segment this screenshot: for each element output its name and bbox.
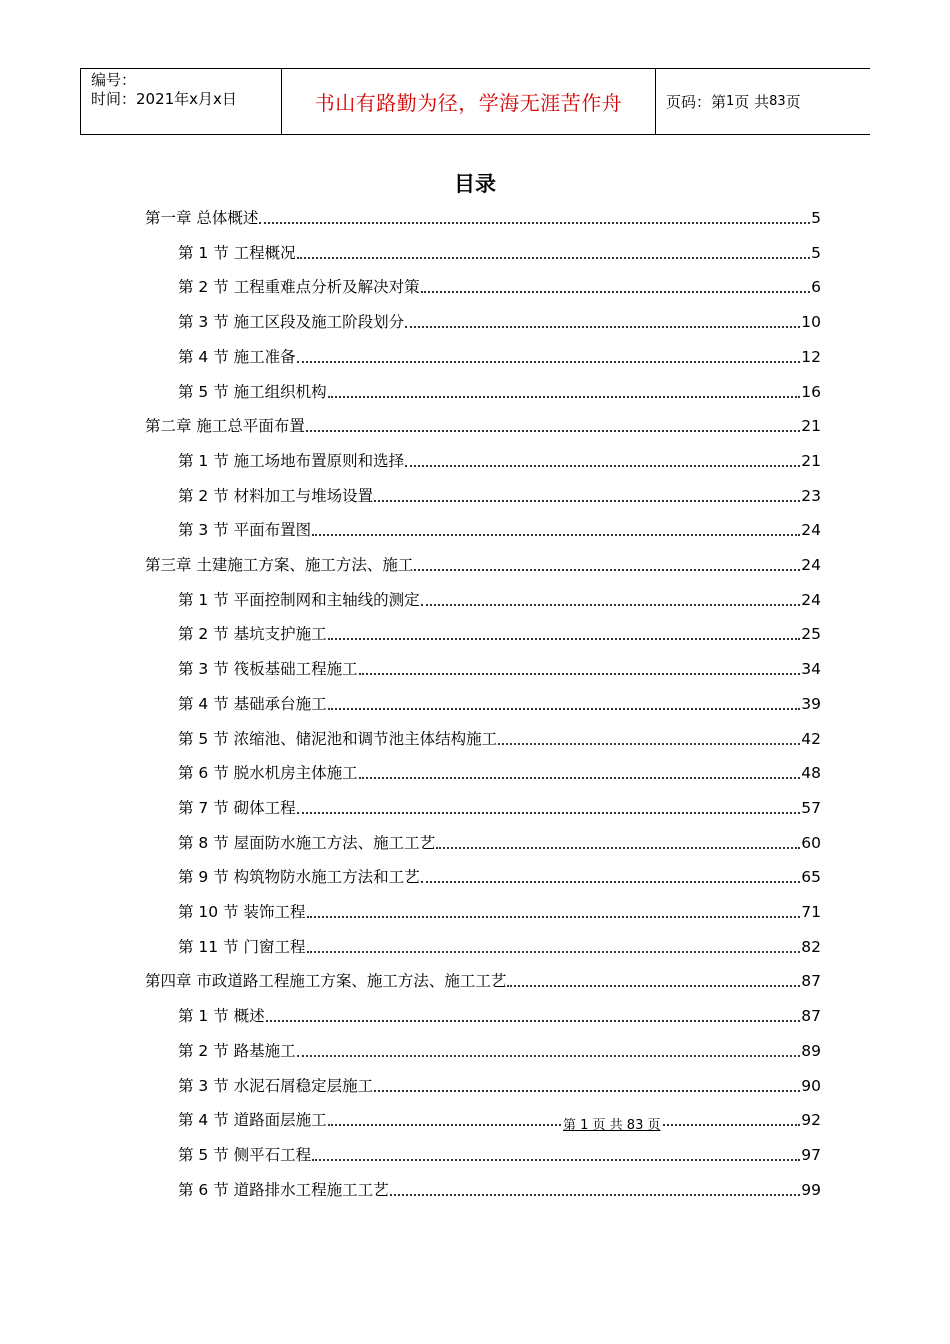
toc-dot-leader (328, 620, 801, 648)
toc-entry-label: 第 4 节 施工准备 (178, 347, 296, 366)
toc-section-entry[interactable] (178, 378, 821, 406)
toc-section-entry[interactable] (178, 1037, 821, 1065)
toc-page-number: 10 (801, 313, 821, 332)
page-prefix: 页码：第 (666, 93, 727, 111)
toc-page-number: 90 (801, 1076, 821, 1095)
toc-page-number: 5 (811, 243, 821, 262)
toc-dot-leader (306, 412, 800, 440)
toc-dot-leader (266, 1002, 801, 1030)
toc-page-number: 24 (801, 521, 821, 540)
serial-number-label: 编号： (91, 71, 137, 89)
footer-page-number: 第 1 页 共 83 页 (562, 1114, 661, 1133)
toc-page-number: 5 (811, 209, 821, 227)
page-total: 83 (769, 94, 786, 109)
toc-section-entry[interactable] (178, 447, 821, 475)
toc-dot-leader (259, 204, 810, 232)
toc-dot-leader (359, 759, 801, 787)
toc-entry-label: 第 6 节 脱水机房主体施工 (178, 764, 358, 783)
toc-page-number: 12 (801, 347, 821, 366)
toc-section-entry[interactable] (178, 759, 821, 787)
toc-page-number: 65 (801, 868, 821, 887)
toc-dot-leader (498, 725, 800, 753)
toc-page-number: 21 (801, 451, 821, 470)
toc-page-number: 82 (801, 937, 821, 956)
date-label: 时间：2021年x月x日 (91, 90, 237, 108)
toc-page-number: 42 (801, 729, 821, 748)
toc-section-entry[interactable] (178, 898, 821, 926)
toc-dot-leader (421, 586, 801, 614)
toc-page-number: 48 (801, 764, 821, 783)
toc-dot-leader (297, 239, 810, 267)
toc-page-number: 39 (801, 694, 821, 713)
toc-section-entry[interactable] (178, 516, 821, 544)
toc-section-entry[interactable] (178, 586, 821, 614)
toc-page-number: 87 (801, 972, 821, 991)
toc-entry-label: 第三章 土建施工方案、施工方法、施工 (145, 556, 414, 574)
toc-dot-leader (312, 516, 800, 544)
toc-dot-leader (374, 482, 800, 510)
toc-section-entry[interactable] (178, 690, 821, 718)
toc-section-entry[interactable] (178, 863, 821, 891)
motto-text: 书山有路勤为径，学海无涯苦作舟 (314, 91, 623, 115)
toc-entry-label: 第 5 节 施工组织机构 (178, 382, 327, 401)
toc-section-entry[interactable] (178, 482, 821, 510)
toc-page-number: 57 (801, 798, 821, 817)
toc-dot-leader (297, 794, 801, 822)
toc-section-entry[interactable] (178, 655, 821, 683)
toc-section-entry[interactable] (178, 1072, 821, 1100)
toc-dot-leader (328, 690, 801, 718)
toc-entry-label: 第 3 节 施工区段及施工阶段划分 (178, 313, 405, 332)
toc-dot-leader (421, 273, 810, 301)
toc-entry-label: 第 1 节 平面控制网和主轴线的测定 (178, 590, 420, 609)
toc-entry-label: 第 10 节 装饰工程 (178, 903, 306, 921)
toc-entry-label: 第 7 节 砌体工程 (178, 798, 296, 817)
toc-page-number: 92 (801, 1111, 821, 1130)
toc-page-number: 25 (801, 625, 821, 644)
toc-dot-leader (374, 1072, 800, 1100)
toc-section-entry[interactable] (178, 1002, 821, 1030)
toc-page-number: 23 (801, 486, 821, 505)
toc-entry-label: 第 6 节 道路排水工程施工工艺 (178, 1180, 389, 1199)
toc-section-entry[interactable] (178, 725, 821, 753)
toc-section-entry[interactable] (178, 308, 821, 336)
toc-dot-leader (405, 308, 800, 336)
toc-section-entry[interactable] (178, 829, 821, 857)
header-table (80, 68, 870, 135)
toc-chapter-entry[interactable] (145, 967, 821, 995)
motto-cell (282, 69, 656, 134)
toc-page-number: 60 (801, 833, 821, 852)
toc-section-entry[interactable] (178, 1141, 821, 1169)
toc-page-number: 6 (811, 278, 821, 297)
toc-entry-label: 第二章 施工总平面布置 (145, 417, 305, 436)
toc-entry-label: 第 3 节 水泥石屑稳定层施工 (178, 1076, 374, 1095)
toc-section-entry[interactable] (178, 273, 821, 301)
toc-entry-label: 第 2 节 路基施工 (178, 1041, 296, 1060)
toc-entry-label: 第 3 节 平面布置图 (178, 521, 312, 540)
toc-chapter-entry[interactable] (145, 412, 821, 440)
toc-section-entry[interactable] (178, 1106, 821, 1134)
toc-page-number: 97 (801, 1145, 821, 1164)
toc-section-entry[interactable] (178, 239, 821, 267)
toc-section-entry[interactable] (178, 343, 821, 371)
toc-dot-leader (390, 1176, 801, 1204)
toc-entry-label: 第 1 节 施工场地布置原则和选择 (178, 451, 405, 470)
toc-dot-leader (297, 343, 801, 371)
toc-dot-leader (307, 933, 801, 961)
toc-entry-label: 第 3 节 筏板基础工程施工 (178, 660, 358, 679)
toc-dot-leader (307, 898, 801, 926)
toc-entry-label: 第四章 市政道路工程施工方案、施工方法、施工工艺 (145, 972, 507, 991)
toc-page-number: 87 (801, 1007, 821, 1026)
toc-entry-label: 第 5 节 浓缩池、储泥池和调节池主体结构施工 (178, 729, 498, 748)
toc-page-number: 89 (801, 1041, 821, 1060)
toc-section-entry[interactable] (178, 620, 821, 648)
toc-chapter-entry[interactable] (145, 204, 821, 232)
toc-page-number: 34 (801, 660, 821, 679)
toc-dot-leader (297, 1037, 801, 1065)
toc-page-number: 99 (801, 1180, 821, 1199)
toc-entry-label: 第 8 节 屋面防水施工方法、施工工艺 (178, 833, 436, 852)
toc-entry-label: 第 2 节 基坑支护施工 (178, 625, 327, 644)
toc-dot-leader (312, 1141, 800, 1169)
toc-page-number: 16 (801, 382, 821, 401)
toc-section-entry[interactable] (178, 794, 821, 822)
toc-page-number: 71 (801, 903, 821, 921)
toc-page-number: 24 (801, 556, 821, 574)
toc-section-entry[interactable] (178, 933, 821, 961)
toc-dot-leader (405, 447, 800, 475)
toc-entry-label: 第一章 总体概述 (145, 209, 259, 227)
toc-dot-leader (328, 378, 801, 406)
toc-section-entry[interactable] (178, 1176, 821, 1204)
toc-dot-leader (359, 655, 801, 683)
toc-chapter-entry[interactable] (145, 551, 821, 579)
toc-entry-label: 第 9 节 构筑物防水施工方法和工艺 (178, 868, 420, 887)
page-info-cell (656, 69, 870, 134)
toc-entry-label: 第 2 节 工程重难点分析及解决对策 (178, 278, 420, 297)
toc-page-number: 21 (801, 417, 821, 436)
toc-entry-label: 第 4 节 基础承台施工 (178, 694, 327, 713)
toc-entry-label: 第 5 节 侧平石工程 (178, 1145, 312, 1164)
toc-entry-label: 第 1 节 概述 (178, 1007, 265, 1026)
page-suffix: 页 (785, 93, 801, 111)
toc-dot-leader (436, 829, 800, 857)
toc-dot-leader (421, 863, 801, 891)
page-mid: 页 共 (734, 93, 770, 111)
toc-entry-label: 第 11 节 门窗工程 (178, 937, 306, 956)
toc-title: 目录 (454, 172, 496, 196)
toc-entry-label: 第 2 节 材料加工与堆场设置 (178, 486, 374, 505)
toc-entry-label: 第 1 节 工程概况 (178, 243, 296, 262)
toc-dot-leader (507, 967, 800, 995)
toc-page-number: 24 (801, 590, 821, 609)
page-current: 1 (726, 94, 735, 109)
toc-entry-label: 第 4 节 道路面层施工 (178, 1111, 327, 1130)
header-info-cell (81, 69, 282, 134)
toc-dot-leader (414, 551, 800, 579)
